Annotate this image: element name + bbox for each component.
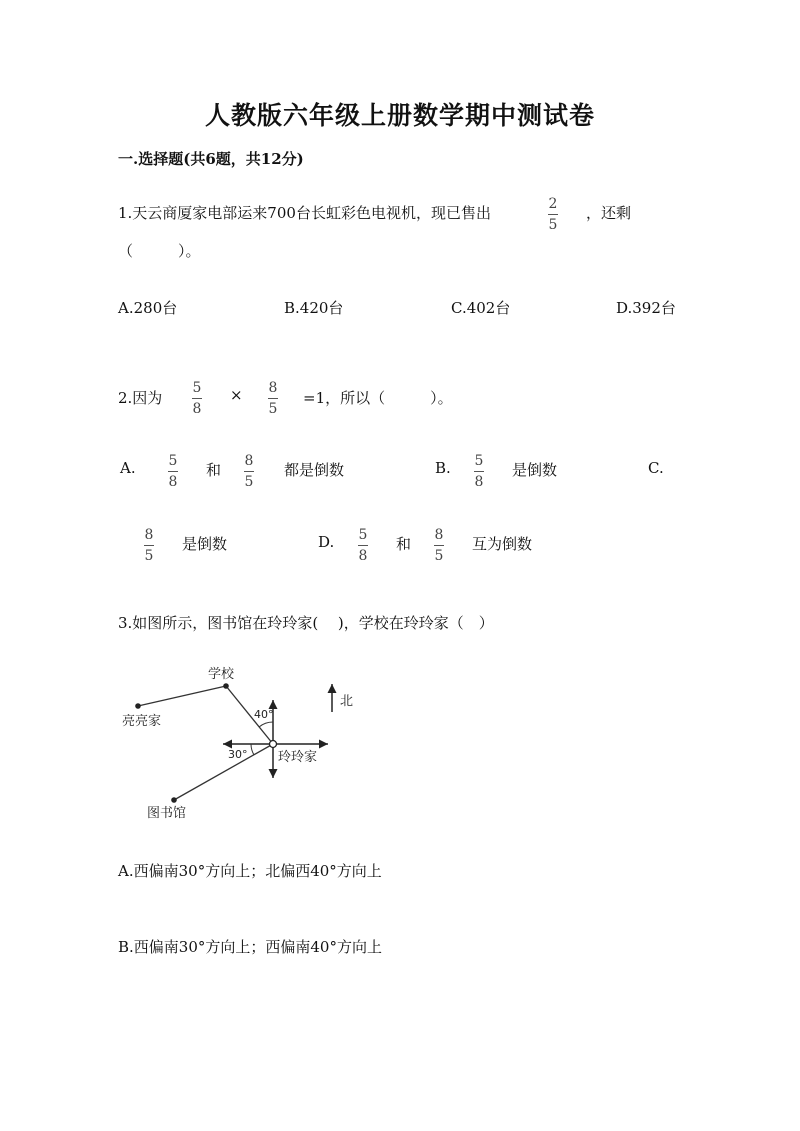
- q2-option-d-fraction-1: [358, 527, 368, 564]
- fraction-bar: [144, 545, 154, 546]
- q2-option-d-and: 和: [396, 535, 412, 553]
- q1-fraction: [548, 196, 558, 233]
- q2-option-b-fraction: [474, 453, 484, 490]
- q2-option-b-text: 是倒数: [512, 461, 558, 479]
- numerator: 5: [168, 453, 178, 469]
- fraction-bar: [244, 471, 254, 472]
- lingling-home-point: [270, 741, 277, 748]
- line-school-to-liangliang: [138, 686, 226, 706]
- q1-text: 1.天云商厦家电部运来700台长虹彩色电视机，现已售出: [118, 204, 491, 222]
- q2-option-d-text: 互为倒数: [472, 535, 533, 553]
- denominator: 5: [244, 474, 254, 490]
- angle-arc-40: [259, 722, 273, 727]
- fraction-bar: [268, 398, 278, 399]
- q2-option-d-label[interactable]: D.: [318, 533, 335, 551]
- q2-fraction-1: [192, 380, 202, 417]
- q2-suffix: =1，所以（ ）。: [303, 389, 453, 407]
- q2-option-d-fraction-2: [434, 527, 444, 564]
- fraction-bar: [548, 214, 558, 215]
- fraction-bar: [474, 471, 484, 472]
- q1-fraction-denominator: 5: [548, 217, 558, 233]
- fraction-bar: [434, 545, 444, 546]
- liangliang-home-point: [135, 703, 141, 709]
- label-angle-40: 40°: [254, 708, 274, 721]
- section-heading: 一.选择题(共6题，共12分): [118, 150, 304, 168]
- numerator: 5: [192, 380, 202, 396]
- q2-times-sign: ×: [230, 386, 243, 404]
- numerator: 5: [358, 527, 368, 543]
- direction-diagram: [110, 660, 370, 830]
- q1-option-b[interactable]: B.420台: [284, 299, 344, 317]
- q2-option-a-fraction-2: [244, 453, 254, 490]
- q1-option-a[interactable]: A.280台: [118, 299, 178, 317]
- q2-option-b-label[interactable]: B.: [435, 459, 451, 477]
- q2-option-c-label[interactable]: C.: [648, 459, 664, 477]
- fraction-bar: [192, 398, 202, 399]
- q2-option-c-fraction: [144, 527, 154, 564]
- page-title: 人教版六年级上册数学期中测试卷: [204, 101, 595, 130]
- q1-blank: （ ）。: [118, 242, 201, 260]
- label-angle-30: 30°: [228, 748, 248, 761]
- angle-arc-30: [251, 744, 254, 755]
- q1-option-d[interactable]: D.392台: [616, 299, 676, 317]
- q2-prefix: 2.因为: [118, 389, 163, 407]
- label-north: 北: [340, 694, 354, 709]
- fraction-bar: [358, 545, 368, 546]
- q1-option-c[interactable]: C.402台: [451, 299, 511, 317]
- library-point: [171, 797, 177, 803]
- numerator: 8: [244, 453, 254, 469]
- denominator: 8: [474, 474, 484, 490]
- q1-text-after: ，还剩: [586, 204, 632, 222]
- q3-option-b[interactable]: B.西偏南30°方向上；西偏南40°方向上: [118, 938, 382, 956]
- numerator: 5: [474, 453, 484, 469]
- q2-fraction-2: [268, 380, 278, 417]
- label-library: 图书馆: [147, 806, 187, 821]
- label-school: 学校: [208, 667, 235, 682]
- denominator: 8: [358, 548, 368, 564]
- denominator: 5: [434, 548, 444, 564]
- q2-option-a-fraction-1: [168, 453, 178, 490]
- fraction-bar: [168, 471, 178, 472]
- q3-option-a[interactable]: A.西偏南30°方向上；北偏西40°方向上: [118, 862, 382, 880]
- numerator: 8: [144, 527, 154, 543]
- numerator: 8: [268, 380, 278, 396]
- numerator: 8: [434, 527, 444, 543]
- q2-option-a-and: 和: [206, 461, 222, 479]
- denominator: 5: [144, 548, 154, 564]
- q2-option-a-text: 都是倒数: [284, 461, 345, 479]
- q1-fraction-numerator: 2: [548, 196, 558, 212]
- q2-option-c-text: 是倒数: [182, 535, 228, 553]
- q2-option-a-label[interactable]: A.: [120, 459, 136, 477]
- label-liangliang-home: 亮亮家: [122, 714, 162, 729]
- label-lingling-home: 玲玲家: [278, 750, 318, 765]
- q3-text: 3.如图所示，图书馆在玲玲家( )，学校在玲玲家（ ）: [118, 614, 494, 632]
- denominator: 8: [168, 474, 178, 490]
- denominator: 5: [268, 401, 278, 417]
- denominator: 8: [192, 401, 202, 417]
- school-point: [223, 683, 229, 689]
- line-to-library: [174, 744, 273, 800]
